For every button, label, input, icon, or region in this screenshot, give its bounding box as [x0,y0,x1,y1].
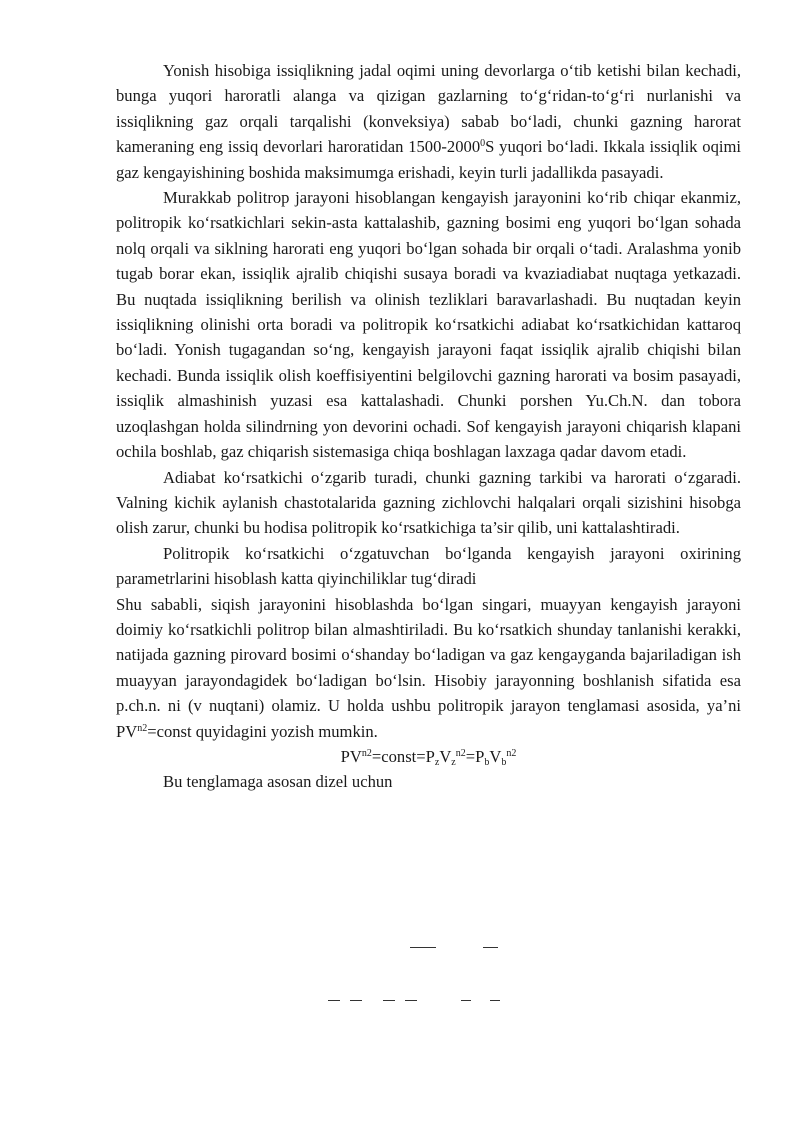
paragraph-5-text-a: Shu sababli, siqish jarayonini hisoblashda bo‘lgan singari, muayyan kengayish jarayoni doimiy ko‘rsatkichli politrop bilan almashtiriladi. Bu ko‘rsatkich shunday tanlanishi kerakki, natijada gazning pirovard bosimi o‘shanday bo‘ladigan va gaz kengayganda bajariladigan ish muayyan jarayondagidek bo‘ladigan bo‘lsin. Hisobiy jarayonning boshlanish sifatida esa p.ch.n. ni (v nuqtani) olamiz. U holda ushbu politropik jarayon tenglamasi asosida, ya’ni PV [116,594,741,741]
eq-exp-2: n2 [455,747,466,759]
eq-const: =const=P [371,746,435,766]
paragraph-5-text-b: =const quyidagini yozish mumkin. [147,721,378,741]
eq-exp-3: n2 [506,747,517,759]
eq-pb: =P [465,746,485,766]
exponent-superscript: n2 [137,722,148,734]
eq-sub-b1: b [484,756,490,768]
paragraph-4: Politropik ko‘rsatkichi o‘zgatuvchan bo‘lganda kengayish jarayoni oxirining parametrlarini hisoblash katta qiyinchiliklar tug‘diradi [116,543,741,589]
fraction-bar [490,1000,500,1001]
eq-exp-1: n2 [361,747,372,759]
paragraph-1 [116,58,741,185]
fraction-bar [383,1000,395,1001]
fraction-bar [410,947,436,948]
eq-sub-b2: b [501,756,507,768]
polytropic-equation [116,744,741,769]
fraction-bar [350,1000,362,1001]
fraction-bar [483,947,498,948]
paragraph-6: Bu tenglamaga asosan dizel uchun [163,772,393,792]
paragraph-2: Murakkab politrop jarayoni hisoblangan kengayish jarayonini ko‘rib chiqar ekanmiz, politropik ko‘rsatkichlari sekin-asta kattalashib, gazning bosimi eng yuqori bo‘lgan sohada nolq orqali va siklning harorati eng yuqori bo‘lgan sohada bir orqali o‘tadi. Aralashma yonib tugab borar ekan, issiqlik ajralib chiqishi susaya boradi va kvaziadiabat nuqtaga yetkazadi. Bu nuqtada issiqlikning berilish va olinish tezliklari baravarlashadi. Bu nuqtadan keyin issiqlikning olinishi orta boradi va politropik ko‘rsatkichi adiabat ko‘rsatkichidan kattaroq bo‘ladi. Yonish tugagandan so‘ng, kengayish jarayoni faqat issiqlik ajralib chiqishi bilan kechadi. Bunda issiqlik olish koeffisiyentini belgilovchi gazning harorati va bosim pasayadi, issiqlik almashinish yuzasi esa kattalashadi. Chunki porshen Yu.Ch.N. dan tobora uzoqlashgan holda silindrning yon devorini ochadi. Sof kengayish jarayoni chiqarish klapani ochila boshlab, gaz chiqarish sistemasiga chiqa boshlagan laxzaga qadar davom etadi. [116,188,741,462]
fraction-bar [405,1000,417,1001]
paragraph-1-text-b: S yuqori bo‘ladi. Ikkala issiqlik oqimi gaz kengayishining boshida maksimumga erishadi, keyin turli jadallikda pasayadi. [116,137,742,182]
eq-v: V [439,746,452,766]
paragraph-3: Adiabat ko‘rsatkichi o‘zgarib turadi, chunki gazning tarkibi va harorati o‘zgaradi. Valning kichik aylanish chastotalarida gazning zichlovchi halqalari orqali sizishini hisobga olish zarur, chunki bu hodisa politropik ko‘rsatkichiga ta’sir qilib, uni kattalashtiradi. [116,467,741,538]
fraction-bar [461,1000,471,1001]
paragraph-1-text-a: Yonish hisobiga issiqlikning jadal oqimi uning devorlarga o‘tib ketishi bilan kechadi, bunga yuqori haroratli alanga va qizigan gazlarning to‘g‘ridan-to‘g‘ri nurlanishi va issiqlikning gaz orqali tarqalishi (konveksiya) sabab bo‘ladi, chunki gazning harorat kameraning eng issiq devorlari haroratidan 1500-2000 [116,61,741,157]
paragraph-5 [116,592,741,744]
eq-v2: V [489,746,502,766]
fraction-bar [328,1000,340,1001]
document-body [116,58,741,795]
eq-sub-z1: z [434,756,440,768]
degree-superscript: 0 [480,138,486,150]
eq-sub-z2: z [451,756,456,768]
eq-pv: PV [340,746,362,766]
